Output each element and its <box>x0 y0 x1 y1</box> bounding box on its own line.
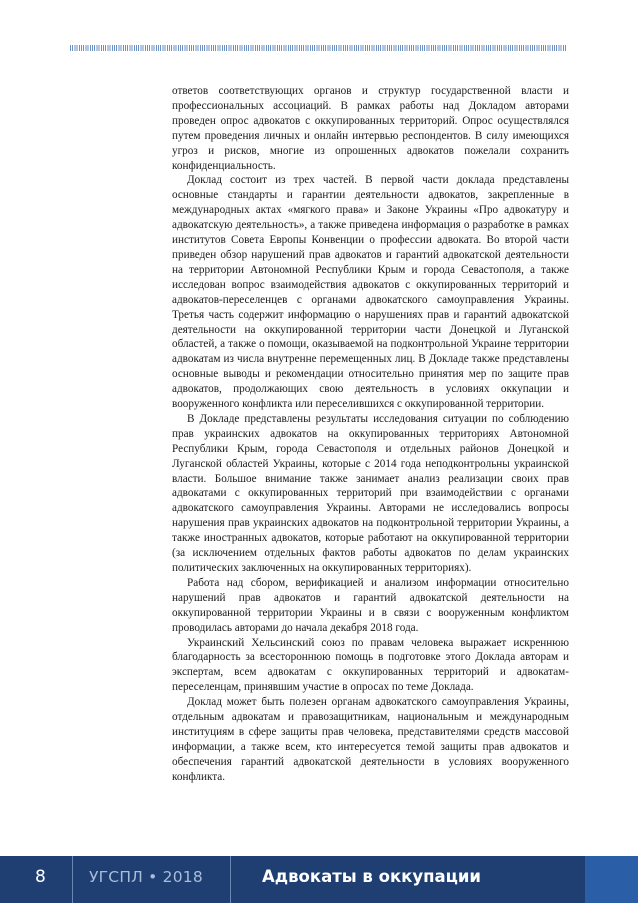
body-text <box>172 84 569 785</box>
footer-title: Адвокаты в оккупации <box>262 867 481 886</box>
page-footer <box>0 856 638 903</box>
footer-divider <box>230 856 231 903</box>
top-dotted-rule <box>70 45 567 51</box>
footer-org-year: УГСПЛ • 2018 <box>89 868 203 886</box>
footer-divider <box>72 856 73 903</box>
paragraph-1: ответов соответствующих органов и структур государственной власти и профессиональных ассоциаций. В рамках работы над Докладом авторами проведен опрос адвокатов с оккупированных территорий. Опрос осуществлялся путем проведения личных и онлайн интервью респондентов. В силу имеющихся угроз и рисков, многие из опрошенных адвокатов пожелали сохранить конфиденциальность. <box>172 85 569 172</box>
paragraph-6: Доклад может быть полезен органам адвокатского самоуправления Украины, отдельным адвокатам и правозащитникам, национальным и международным институциям в сфере защиты прав человека, представителями средств массовой информации, а также всем, кто интересуется темой защиты прав адвокатов и обеспечения гарантий адвокатской деятельности в условиях вооруженного конфликта. <box>172 696 569 783</box>
paragraph-4: Работа над сбором, верификацией и анализом информации относительно нарушений прав адвокатов и гарантий адвокатской деятельности на оккупированной территории Украины и в связи с вооруженным конфликтом проводилась авторами до начала декабря 2018 года. <box>172 576 569 634</box>
footer-accent-tab <box>585 856 638 903</box>
paragraph-2: Доклад состоит из трех частей. В первой части доклада представлены основные стандарты и гарантии деятельности адвокатов, закрепленные в международных актах «мягкого права» и Законе Украины «Про адвокатуру и адвокатскую деятельность», а также приведена информация о разработке в рамках институтов Совета Европы Конвенции о профессии адвоката. Во второй части приведен обзор нарушений прав адвокатов и гарантий адвокатской деятельности на территории Автономной Республики Крым и города Севастополя, а также исследован вопрос взаимодействия адвокатов с оккупированных территорий и адвокатов-переселенцев с органами адвокатского самоуправления Украины. Третья часть содержит информацию о нарушениях прав и гарантий адвокатской деятельности на оккупированной территории части Донецкой и Луганской областей, а также о помощи, оказываемой на подконтрольной Украине территории адвокатам из числа внутренне перемещенных лиц. В Докладе также представлены основные выводы и рекомендации относительно принятия мер по защите прав адвокатов, продолжающих свою деятельность в условиях оккупации и вооруженного конфликта или переселившихся с оккупированной территории. <box>172 174 569 411</box>
paragraph-3: В Докладе представлены результаты исследования ситуации по соблюдению прав украинских адвокатов на оккупированных территориях Автономной Республики Крым, города Севастополя и отдельных районов Донецкой и Луганской областей Украины, которые с 2014 года неподконтрольны украинской власти. Большое внимание также занимает анализ реализации своих прав адвокатами с оккупированных территорий при взаимодействии с органами адвокатского самоуправления Украины. Авторами не исследовались вопросы нарушения прав украинских адвокатов на подконтрольной территории Украины, а также иностранных адвокатов, которые работают на оккупированной территории (за исключением отдельных фактов работы адвокатов по делам украинских политических заключенных на оккупированных территориях). <box>172 412 569 574</box>
page-number: 8 <box>35 867 46 887</box>
paragraph-5: Украинский Хельсинский союз по правам человека выражает искреннюю благодарность за всестороннюю помощь в подготовке этого Доклада авторам и экспертам, всем адвокатам с оккупированных территорий и адвокатам-переселенцам, принявшим участие в опросах по теме Доклада. <box>172 636 569 694</box>
